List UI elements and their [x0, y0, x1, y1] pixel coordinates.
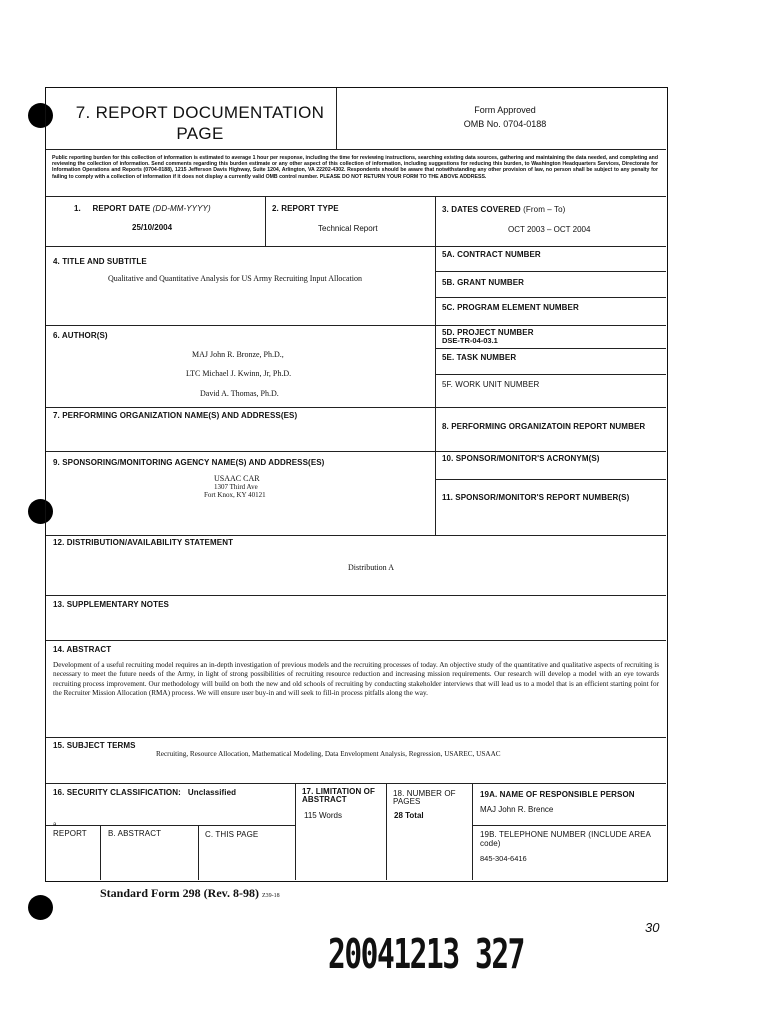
- distribution-statement: Distribution A: [348, 563, 395, 572]
- author-1: MAJ John R. Bronze, Ph.D.,: [192, 350, 284, 359]
- report-date: 25/10/2004: [132, 223, 173, 232]
- distribution-label: 12. DISTRIBUTION/AVAILABILITY STATEMENT: [53, 538, 234, 547]
- security-classification-value: Unclassified: [187, 788, 237, 797]
- telephone-number: 845-304-6416: [480, 854, 527, 863]
- project-number: DSE-TR-04-03.1: [442, 336, 498, 345]
- form-title-line-2: PAGE: [176, 124, 224, 143]
- report-title: Qualitative and Quantitative Analysis for US Army Recruiting Input Allocation: [108, 274, 362, 283]
- program-element-label: 5C. PROGRAM ELEMENT NUMBER: [442, 303, 579, 312]
- limitation-value: 115 Words: [304, 811, 342, 820]
- sponsor-acronym-label: 10. SPONSOR/MONITOR'S ACRONYM(S): [442, 454, 600, 463]
- responsible-person-label: 19A. NAME OF RESPONSIBLE PERSON: [480, 790, 635, 799]
- a-report-label: REPORT: [53, 829, 87, 838]
- grant-number-label: 5B. GRANT NUMBER: [442, 278, 525, 287]
- sponsor-report-number-label: 11. SPONSOR/MONITOR'S REPORT NUMBER(S): [442, 493, 630, 502]
- subject-terms: Recruiting, Resource Allocation, Mathematical Modeling, Data Envelopment Analysis, Regression, USAREC, USAAC: [156, 750, 501, 758]
- form-title-line-1: 7. REPORT DOCUMENTATION: [75, 103, 325, 122]
- form-approved: Form Approved: [474, 105, 536, 115]
- abstract-text: Development of a useful recruiting model requires an in-depth investigation of previous models and the recruiting processes of today. An objective study of the quantitative and qualitative aspects of recruiting is necessary to meet the future needs of the Army, in light of strong possibilities of recruiting resource reduction and increasing mission requirements. Our research will develop a model with an eye towards recruiting process improvement. Our methodology will build on both the new and old schools of recruiting by conducting stakeholder interviews that will lead us to a model that is an efficient starting point for the Recruiter Mission Allocation (RMA) process. We will ensure user buy-in and will seek to fill-in process pitfalls along the way.: [53, 661, 659, 697]
- burden-notice: Public reporting burden for this collection of information is estimated to average 1 hour per response, including the time for reviewing instructions, searching existing data sources, gathering and maintaining the data needed, and completing and reviewing the collection of information. Send comments regarding this burden estimate or any other aspect of this collection of information, including suggestions for reducing this burden, to Washington Headquarters Services, Directorate for Information Operations and Reports (0704-0188), 1215 Jefferson Davis Highway, Suite 1204, Arlington, VA 22202-4302. Respondents should be aware that notwithstanding any other provision of law, no person shall be subject to any penalty for failing to comply with a collection of information if it does not display a currently valid OMB control number. PLEASE DO NOT RETURN YOUR FORM TO THE ABOVE ADDRESS.: [52, 155, 658, 180]
- performing-org-label: 7. PERFORMING ORGANIZATION NAME(S) AND ADDRESS(ES): [53, 411, 298, 420]
- prescribed-code: Z39-18: [262, 893, 280, 899]
- sponsor-address-1: USAAC CAR: [214, 474, 260, 483]
- standard-form-label: Standard Form 298 (Rev. 8-98) Z39-18: [100, 886, 280, 900]
- report-date-label: 1. REPORT DATE (DD-MM-YYYY): [74, 204, 211, 213]
- supplementary-notes-label: 13. SUPPLEMENTARY NOTES: [53, 600, 169, 609]
- work-unit-label: 5F. WORK UNIT NUMBER: [442, 380, 540, 389]
- barcode-number: 20041213 327: [328, 930, 524, 978]
- abstract-label: 14. ABSTRACT: [53, 645, 112, 654]
- title-label: 4. TITLE AND SUBTITLE: [53, 257, 147, 266]
- limitation-label: 17. LIMITATION OF ABSTRACT: [302, 787, 375, 804]
- telephone-label: 19B. TELEPHONE NUMBER (INCLUDE AREA code): [480, 830, 651, 848]
- task-number-label: 5E. TASK NUMBER: [442, 353, 517, 362]
- dates-covered: OCT 2003 – OCT 2004: [508, 225, 591, 234]
- contract-number-label: 5A. CONTRACT NUMBER: [442, 250, 541, 259]
- omb-number: OMB No. 0704-0188: [463, 119, 547, 129]
- subject-terms-label: 15. SUBJECT TERMS: [53, 741, 136, 750]
- c-this-page-label: C. THIS PAGE: [205, 830, 259, 839]
- a-report-letter: a.: [53, 822, 59, 828]
- author-2: LTC Michael J. Kwinn, Jr, Ph.D.: [186, 369, 292, 378]
- security-classification-label: 16. SECURITY CLASSIFICATION: Unclassified: [53, 788, 237, 797]
- dates-covered-label: 3. DATES COVERED (From – To): [442, 205, 566, 214]
- number-of-pages-value: 28 Total: [394, 811, 424, 820]
- performing-report-label: 8. PERFORMING ORGANIZATOIN REPORT NUMBER: [442, 422, 646, 431]
- punch-hole-bottom: [28, 895, 53, 920]
- page-number: 30: [645, 920, 660, 935]
- sponsoring-agency-label: 9. SPONSORING/MONITORING AGENCY NAME(S) AND ADDRESS(ES): [53, 458, 325, 467]
- number-of-pages-label: 18. NUMBER OF PAGES: [393, 789, 456, 806]
- report-type: Technical Report: [318, 224, 378, 233]
- authors-label: 6. AUTHOR(S): [53, 331, 108, 340]
- form-title: [60, 102, 340, 144]
- sponsor-address-2: 1307 Third Ave: [214, 483, 258, 491]
- project-number-label: 5D. PROJECT NUMBER: [442, 328, 534, 337]
- author-3: David A. Thomas, Ph.D.: [200, 389, 279, 398]
- b-abstract-label: B. ABSTRACT: [108, 829, 162, 838]
- sponsor-address-3: Fort Knox, KY 40121: [204, 491, 266, 499]
- report-type-label: 2. REPORT TYPE: [272, 204, 339, 213]
- responsible-person: MAJ John R. Brence: [480, 805, 554, 814]
